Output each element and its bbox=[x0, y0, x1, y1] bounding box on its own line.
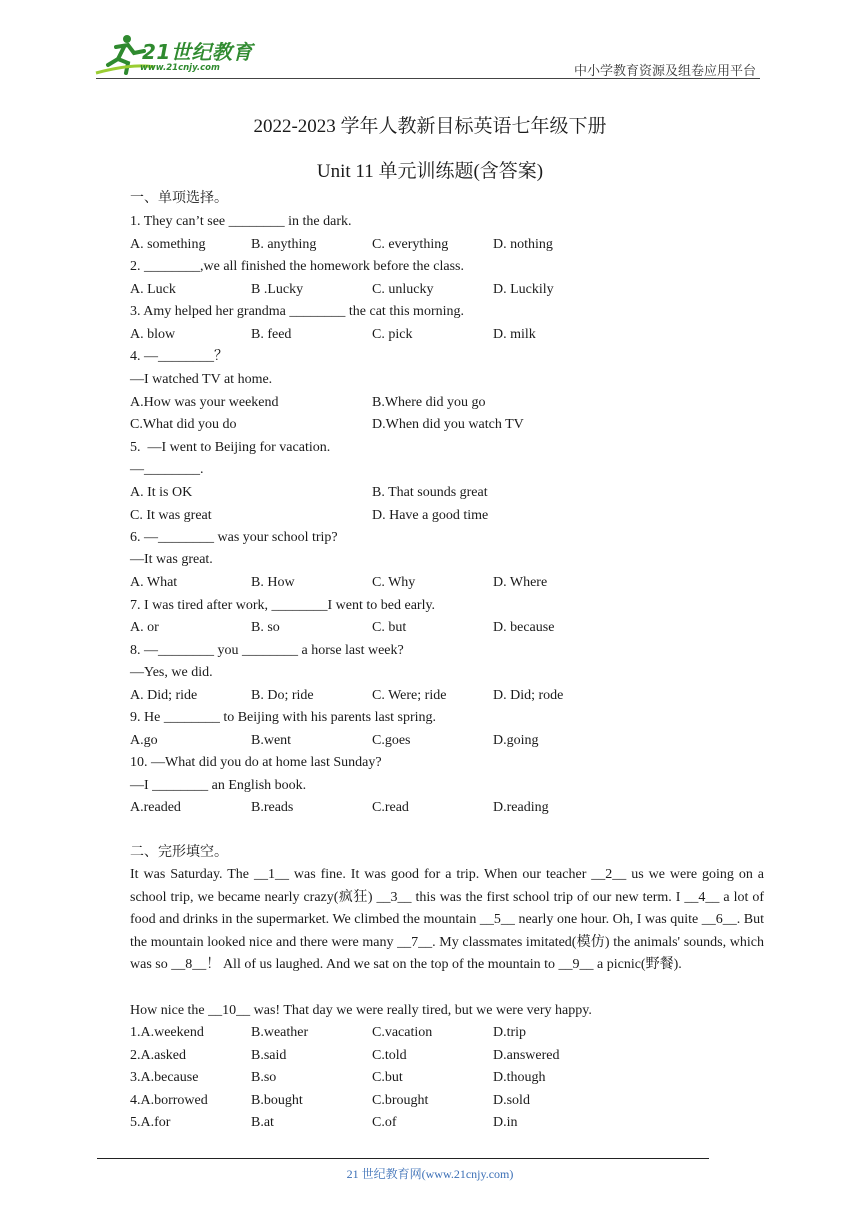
cloze-option-d: D.answered bbox=[493, 1048, 560, 1063]
document-subtitle: Unit 11 单元训练题(含答案) bbox=[316, 161, 544, 182]
cloze-option-b: B.bought bbox=[251, 1093, 303, 1108]
cloze-option-a: 5.A.for bbox=[130, 1115, 171, 1130]
option-d: D. Did; rode bbox=[493, 688, 564, 703]
cloze-option-a: 2.A.asked bbox=[130, 1048, 186, 1063]
option-c: C.What did you do bbox=[130, 417, 237, 432]
cloze-option-c: C.but bbox=[372, 1070, 403, 1085]
option-a: A.How was your weekend bbox=[130, 395, 279, 410]
logo-text: 21世纪教育 bbox=[142, 40, 253, 64]
cloze-option-a: 1.A.weekend bbox=[130, 1025, 204, 1040]
option-b: B. How bbox=[251, 575, 295, 590]
cloze-option-a: 4.A.borrowed bbox=[130, 1093, 208, 1108]
question-text: 3. Amy helped her grandma ________ the cat this morning. bbox=[130, 304, 464, 319]
passage-paragraph-text: It was Saturday. The __1__ was fine. It was good for a trip. When our teacher __2__ us we were going on a school trip, we became nearly crazy(疯狂) __3__ this was the first school trip of our new term. I __4__ a lot of food and drinks in the supermarket. We climbed the mountain __5__ nearly one hour. Oh, I was quite __6__. But the mountain looked nice and there were many __7__. My classmates imitated(模仿) the animals' sounds, which was so __8__！ All of us laughed. And we sat on the top of the mountain to __9__ a picnic(野餐). bbox=[130, 867, 764, 972]
question-text: 4. —________？ bbox=[130, 349, 228, 364]
question-text: —I ________ an English book. bbox=[130, 778, 307, 793]
question-text: 6. —________ was your school trip? bbox=[130, 530, 338, 545]
option-b: B. feed bbox=[251, 327, 292, 342]
question-text: 9. He ________ to Beijing with his parents last spring. bbox=[130, 710, 437, 725]
header-platform-text: 中小学教育资源及组卷应用平台 bbox=[573, 63, 756, 78]
option-d: D. Luckily bbox=[493, 282, 554, 297]
cloze-option-d: D.though bbox=[493, 1070, 546, 1085]
cloze-option-d: D.trip bbox=[493, 1025, 527, 1040]
option-a: A. Did; ride bbox=[130, 688, 198, 703]
page-footer: 21 世纪教育网(www.21cnjy.com) bbox=[346, 1167, 514, 1181]
option-d: D. Have a good time bbox=[372, 508, 489, 523]
question-text: 10. —What did you do at home last Sunday? bbox=[130, 755, 382, 770]
option-a: A. Luck bbox=[130, 282, 176, 297]
option-a: A. It is OK bbox=[130, 485, 193, 500]
option-a: A.go bbox=[130, 733, 158, 748]
question-text: 5. —I went to Beijing for vacation. bbox=[130, 440, 331, 455]
cloze-option-b: B.at bbox=[251, 1115, 274, 1130]
option-c: C. pick bbox=[372, 327, 413, 342]
option-c: C. Why bbox=[372, 575, 416, 590]
page-header bbox=[0, 0, 860, 80]
cloze-passage bbox=[130, 864, 764, 977]
question-text: 2. ________,we all finished the homework before the class. bbox=[130, 259, 464, 274]
option-b: B. so bbox=[251, 620, 280, 635]
cloze-option-c: C.of bbox=[372, 1115, 397, 1130]
option-b: B .Lucky bbox=[251, 282, 304, 297]
cloze-option-c: C.brought bbox=[372, 1093, 429, 1108]
option-d: D. milk bbox=[493, 327, 536, 342]
option-c: C. It was great bbox=[130, 508, 212, 523]
option-a: A.readed bbox=[130, 800, 181, 815]
option-c: C. unlucky bbox=[372, 282, 434, 297]
option-d: D. Where bbox=[493, 575, 548, 590]
option-d: D.When did you watch TV bbox=[372, 417, 524, 432]
option-c: C.read bbox=[372, 800, 409, 815]
passage-paragraph-text: How nice the __10__ was! That day we were really tired, but we were very happy. bbox=[130, 1003, 592, 1018]
passage-paragraph bbox=[130, 864, 764, 977]
cloze-option-d: D.sold bbox=[493, 1093, 530, 1108]
cloze-option-b: B.said bbox=[251, 1048, 287, 1063]
document-title: 2022-2023 学年人教新目标英语七年级下册 bbox=[253, 116, 607, 137]
cloze-option-c: C.vacation bbox=[372, 1025, 433, 1040]
cloze-option-d: D.in bbox=[493, 1115, 518, 1130]
cloze-option-b: B.so bbox=[251, 1070, 277, 1085]
option-c: C. Were; ride bbox=[372, 688, 447, 703]
cloze-option-c: C.told bbox=[372, 1048, 407, 1063]
option-a: A. blow bbox=[130, 327, 176, 342]
header-divider bbox=[96, 78, 760, 79]
cloze-option-b: B.weather bbox=[251, 1025, 309, 1040]
section2-heading: 二、完形填空。 bbox=[130, 845, 228, 860]
option-a: A. What bbox=[130, 575, 178, 590]
question-text: 7. I was tired after work, ________I went to bed early. bbox=[130, 598, 436, 613]
question-text: —________. bbox=[130, 462, 204, 477]
option-c: C. but bbox=[372, 620, 407, 635]
option-d: D.reading bbox=[493, 800, 549, 815]
question-text: 1. They can’t see ________ in the dark. bbox=[130, 214, 352, 229]
cloze-option-a: 3.A.because bbox=[130, 1070, 199, 1085]
option-d: D.going bbox=[493, 733, 539, 748]
option-c: C.goes bbox=[372, 733, 411, 748]
option-d: D. because bbox=[493, 620, 555, 635]
option-b: B.reads bbox=[251, 800, 294, 815]
option-b: B.Where did you go bbox=[372, 395, 486, 410]
footer-divider bbox=[97, 1158, 709, 1159]
option-b: B. anything bbox=[251, 237, 317, 252]
question-text: 8. —________ you ________ a horse last week? bbox=[130, 643, 404, 658]
option-a: A. or bbox=[130, 620, 159, 635]
option-b: B.went bbox=[251, 733, 292, 748]
option-c: C. everything bbox=[372, 237, 449, 252]
logo-url: www.21cnjy.com bbox=[140, 63, 220, 73]
question-text: —Yes, we did. bbox=[130, 665, 213, 680]
option-d: D. nothing bbox=[493, 237, 553, 252]
section1-heading: 一、单项选择。 bbox=[130, 191, 228, 206]
question-text: —I watched TV at home. bbox=[130, 372, 273, 387]
question-text: —It was great. bbox=[130, 552, 213, 567]
option-b: B. That sounds great bbox=[372, 485, 488, 500]
option-a: A. something bbox=[130, 237, 206, 252]
option-b: B. Do; ride bbox=[251, 688, 314, 703]
